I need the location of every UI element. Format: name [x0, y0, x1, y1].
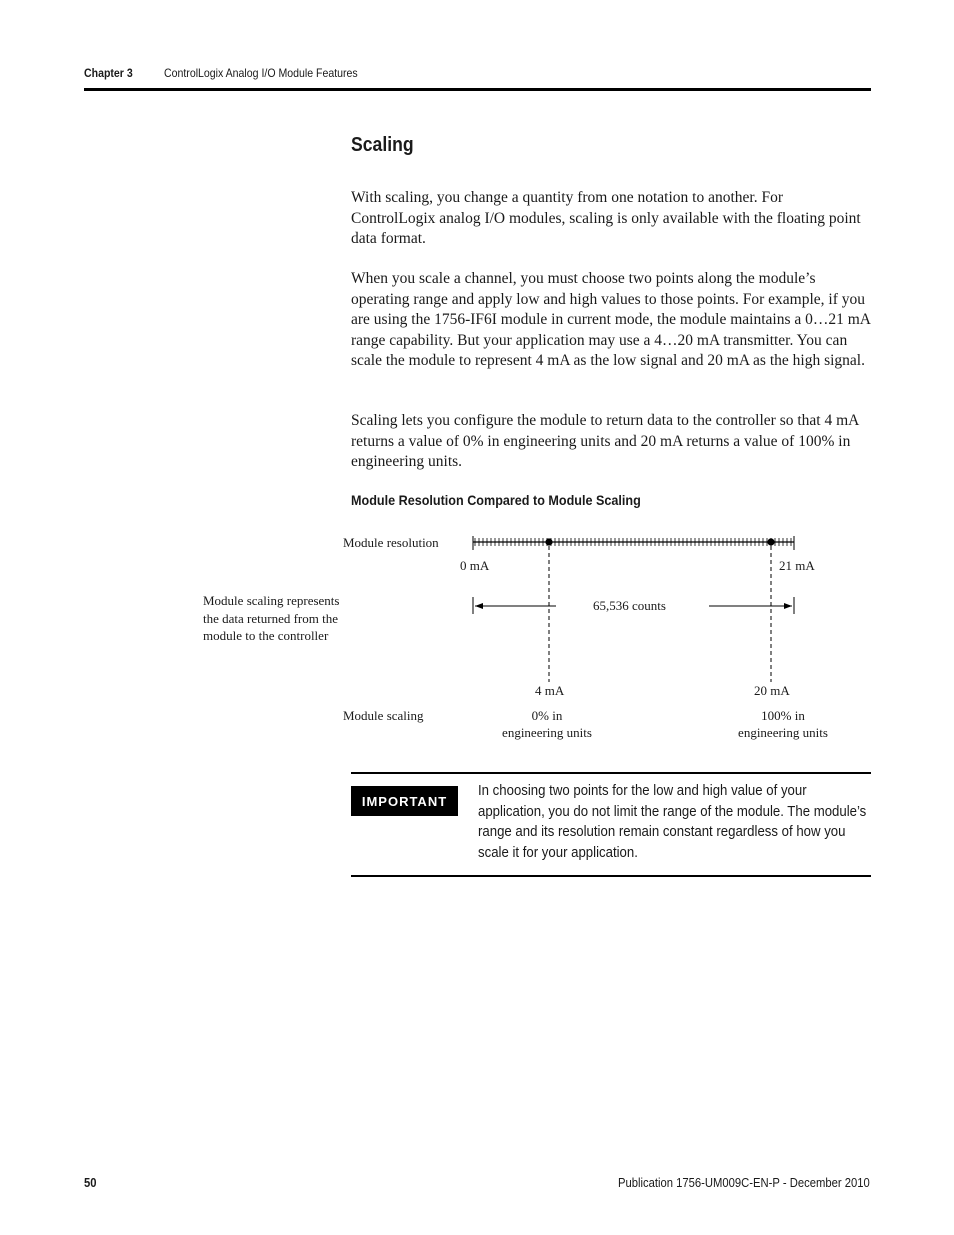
- module-scaling-label: Module scaling: [343, 708, 424, 723]
- important-badge: IMPORTANT: [351, 786, 458, 816]
- scale-high-point-label: 20 mA: [754, 683, 790, 698]
- scale-low-point-label: 4 mA: [535, 683, 565, 698]
- important-top-rule: [351, 772, 871, 774]
- page-number: 50: [84, 1176, 97, 1190]
- important-text: In choosing two points for the low and high value of your application, you do not limit the range of the module. The module’s range and its resolution remain constant regardless of how you scale it for your application.: [478, 783, 867, 861]
- module-resolution-label: Module resolution: [343, 535, 439, 550]
- chapter-label: Chapter 3: [84, 66, 133, 80]
- paragraph-example: When you scale a channel, you must choose two points along the module’s operating range and apply low and high values to those points. For example, if you are using the 1756-IF6I module in current mode, the module maintains a 0…21 mA range capability. But your application may use a 4…20 mA transmitter. You can scale the module to represent 4 mA as the low signal and 20 mA as the high signal.: [351, 270, 871, 369]
- high-scale-point: [767, 538, 774, 545]
- scaling-note-line-3: module to the controller: [203, 628, 329, 643]
- scaling-note-line-2: the data returned from the: [203, 611, 338, 626]
- resolution-ruler: [473, 538, 794, 546]
- scale-low-value-line-2: engineering units: [502, 725, 592, 740]
- low-scale-point: [545, 538, 552, 545]
- paragraph-scaling-result: Scaling lets you configure the module to return data to the controller so that 4 mA returns a value of 0% in engineering units and 20 mA returns a value of 100% in engineering units.: [351, 412, 859, 470]
- chapter-title: ControlLogix Analog I/O Module Features: [164, 66, 358, 80]
- figure-caption: Module Resolution Compared to Module Scaling: [351, 492, 641, 508]
- range-high-label: 21 mA: [779, 558, 815, 573]
- range-low-label: 0 mA: [460, 558, 490, 573]
- publication-id: Publication 1756-UM009C-EN-P - December 2010: [618, 1176, 870, 1190]
- section-title: Scaling: [351, 134, 414, 156]
- scale-high-value-line-1: 100% in: [761, 708, 805, 723]
- important-bottom-rule: [351, 875, 871, 877]
- scale-high-value-line-2: engineering units: [738, 725, 828, 740]
- counts-label: 65,536 counts: [593, 598, 666, 613]
- paragraph-intro: With scaling, you change a quantity from one notation to another. For ControlLogix analog I/O modules, scaling is only available with the floating point data format.: [351, 189, 861, 247]
- scale-low-value-line-1: 0% in: [531, 708, 563, 723]
- scaling-note-line-1: Module scaling represents: [203, 593, 340, 608]
